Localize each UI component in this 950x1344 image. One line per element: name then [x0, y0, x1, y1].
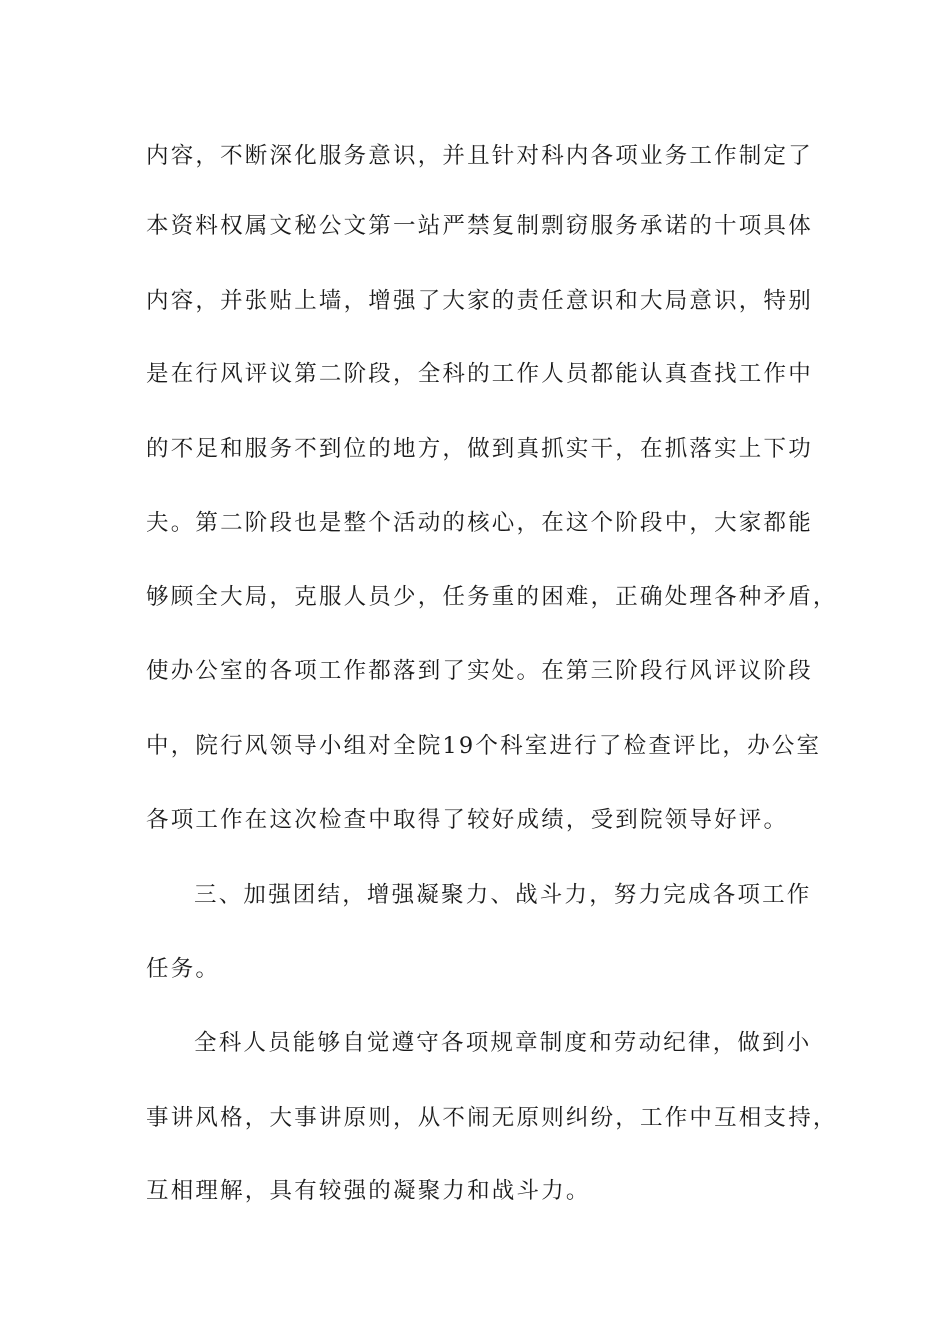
- paragraph-line: 中，院行风领导小组对全院19个科室进行了检查评比，办公室: [146, 733, 822, 759]
- section-heading-line: 三、加强团结，增强凝聚力、战斗力，努力完成各项工作: [194, 882, 812, 908]
- paragraph-line: 本资料权属文秘公文第一站严禁复制剽窃服务承诺的十项具体: [146, 213, 813, 239]
- paragraph-line: 够顾全大局，克服人员少，任务重的困难，正确处理各种矛盾，: [146, 584, 838, 610]
- paragraph-line: 使办公室的各项工作都落到了实处。在第三阶段行风评议阶段: [146, 658, 813, 684]
- paragraph-line: 内容，不断深化服务意识，并且针对科内各项业务工作制定了: [146, 143, 813, 169]
- paragraph-line: 是在行风评议第二阶段，全科的工作人员都能认真查找工作中: [146, 361, 813, 387]
- paragraph-line: 互相理解，具有较强的凝聚力和战斗力。: [146, 1178, 591, 1204]
- paragraph-line: 事讲风格，大事讲原则，从不闹无原则纠纷，工作中互相支持，: [146, 1105, 838, 1131]
- paragraph-line: 全科人员能够自觉遵守各项规章制度和劳动纪律，做到小: [194, 1030, 812, 1056]
- paragraph-line: 内容，并张贴上墙，增强了大家的责任意识和大局意识，特别: [146, 288, 813, 314]
- paragraph-line: 各项工作在这次检查中取得了较好成绩，受到院领导好评。: [146, 807, 789, 833]
- paragraph-line: 夫。第二阶段也是整个活动的核心，在这个阶段中，大家都能: [146, 510, 813, 536]
- paragraph-line: 的不足和服务不到位的地方，做到真抓实干，在抓落实上下功: [146, 436, 813, 462]
- section-heading-line: 任务。: [146, 956, 221, 982]
